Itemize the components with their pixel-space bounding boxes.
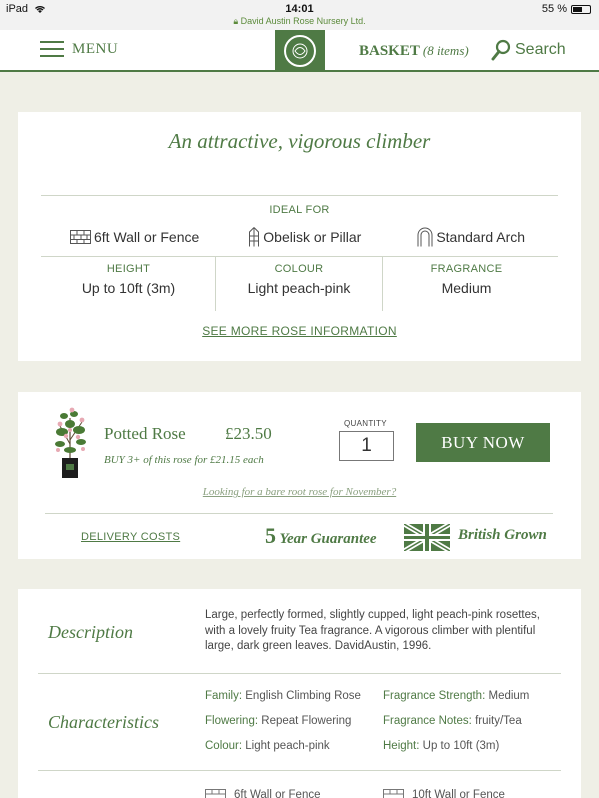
search-label: Search — [515, 41, 566, 58]
colour-label: COLOUR — [274, 263, 324, 275]
characteristic-key: Fragrance Notes: — [383, 715, 472, 727]
fragrance-label: FRAGRANCE — [430, 263, 503, 275]
status-right — [542, 3, 591, 15]
height-value: Up to 10ft (3m) — [81, 280, 176, 296]
product-price: £23.50 — [225, 424, 272, 443]
quantity-label: QUANTITY — [344, 419, 387, 428]
basket-label: BASKET — [359, 43, 420, 59]
ideal-for-item — [70, 227, 199, 247]
characteristic-value: Repeat Flowering — [261, 715, 352, 727]
see-more-link[interactable]: SEE MORE ROSE INFORMATION — [202, 324, 397, 338]
basket-count: (8 items) — [422, 43, 469, 58]
colour-value: Light peach-pink — [247, 280, 351, 296]
bare-root-link[interactable]: Looking for a bare root rose for November? — [202, 486, 397, 498]
menu-label: MENU — [72, 40, 119, 57]
characteristics-heading: Characteristics — [48, 712, 159, 732]
union-jack-icon — [404, 524, 450, 551]
search-button[interactable] — [491, 39, 566, 61]
arch-icon — [417, 227, 433, 247]
characteristic-fragrance-notes — [383, 715, 522, 727]
wall-icon — [383, 789, 404, 798]
characteristic-key: Colour: — [205, 740, 243, 752]
characteristic-value: fruity/Tea — [475, 715, 522, 727]
bottom-ideal-item — [383, 789, 505, 798]
characteristic-flowering — [205, 715, 351, 727]
rose-overview-card — [18, 112, 581, 361]
divider — [41, 256, 558, 257]
bottom-ideal-label: 6ft Wall or Fence — [234, 789, 321, 798]
characteristic-key: Family: — [205, 690, 243, 702]
characteristic-fragrance-strength — [383, 690, 529, 702]
british-grown-label: British Grown — [458, 527, 547, 543]
purchase-card — [18, 392, 581, 559]
characteristic-value: Medium — [488, 690, 530, 702]
bottom-ideal-item — [205, 789, 321, 798]
page-url[interactable] — [0, 16, 599, 27]
guarantee-years: 5 — [265, 523, 276, 548]
status-bar — [0, 0, 599, 30]
characteristic-family — [205, 690, 361, 702]
delivery-costs-link[interactable]: DELIVERY COSTS — [81, 531, 181, 543]
characteristic-key: Height: — [383, 740, 420, 752]
characteristic-value: Light peach-pink — [245, 740, 330, 752]
device-label: iPad — [6, 3, 29, 15]
bottom-ideal-label: 10ft Wall or Fence — [412, 789, 505, 798]
battery-icon — [571, 5, 591, 14]
potted-rose-image[interactable] — [52, 404, 90, 480]
battery-percent: 55 % — [541, 3, 567, 15]
bulk-offer: BUY 3+ of this rose for £21.15 each — [104, 454, 264, 466]
site-logo[interactable] — [275, 30, 325, 71]
characteristic-value: English Climbing Rose — [245, 690, 361, 702]
hamburger-icon — [40, 40, 64, 58]
ideal-for-list — [70, 227, 525, 247]
characteristic-height — [383, 740, 499, 752]
ideal-for-item — [248, 227, 361, 247]
quantity-input[interactable]: 1 — [339, 431, 394, 461]
lock-icon: 🔒︎ — [233, 16, 239, 26]
characteristic-key: Flowering: — [205, 715, 259, 727]
height-attribute — [41, 263, 216, 317]
ideal-for-heading: IDEAL FOR — [269, 204, 330, 216]
wall-icon — [205, 789, 226, 798]
rose-tagline: An attractive, vigorous climber — [168, 129, 431, 153]
divider — [45, 513, 553, 514]
guarantee-text: Year Guarantee — [279, 531, 377, 547]
buy-now-button[interactable]: BUY NOW — [416, 423, 550, 462]
ideal-for-label: Standard Arch — [436, 229, 526, 245]
fragrance-attribute — [383, 263, 550, 317]
logo-emblem — [284, 35, 316, 67]
ideal-for-label: Obelisk or Pillar — [263, 229, 362, 245]
divider — [38, 673, 561, 674]
characteristic-colour — [205, 740, 330, 752]
description-heading: Description — [48, 622, 133, 642]
clock: 14:01 — [285, 3, 314, 15]
obelisk-icon — [248, 227, 260, 247]
rose-details-card — [18, 589, 581, 798]
product-type: Potted Rose — [104, 424, 186, 443]
colour-attribute — [216, 263, 382, 317]
fragrance-value: Medium — [441, 280, 492, 296]
ideal-for-item — [417, 227, 525, 247]
description-text: Large, perfectly formed, slightly cupped, light peach-pink rosettes, with a lovely fruity Tea fragrance. A vigorous climber with plentiful large, dark green leaves. DavidAustin, 1996. — [205, 609, 540, 652]
wall-icon — [70, 230, 91, 244]
url-text: David Austin Rose Nursery Ltd. — [240, 16, 366, 26]
divider — [41, 195, 558, 196]
search-icon — [491, 39, 511, 61]
characteristic-value: Up to 10ft (3m) — [422, 740, 500, 752]
characteristic-key: Fragrance Strength: — [383, 690, 486, 702]
ideal-for-label: 6ft Wall or Fence — [94, 229, 200, 245]
height-label: HEIGHT — [106, 263, 151, 275]
basket-link[interactable] — [359, 43, 469, 60]
menu-button[interactable] — [40, 40, 118, 58]
divider — [38, 770, 561, 771]
guarantee-badge — [265, 523, 377, 549]
